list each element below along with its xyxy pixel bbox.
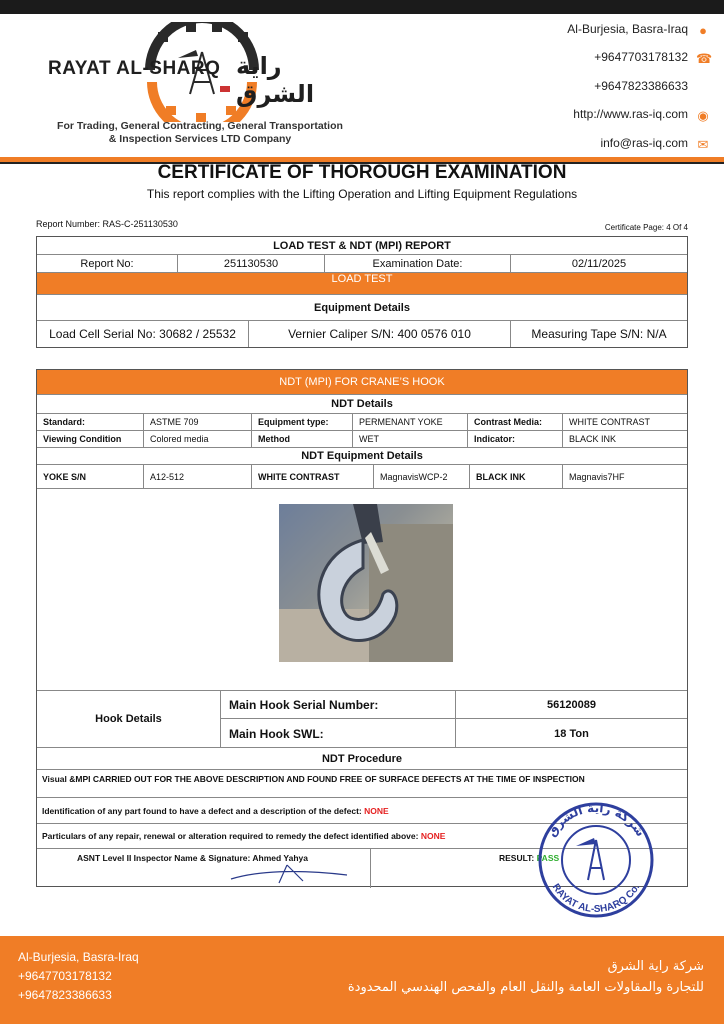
equipment-row <box>37 321 687 347</box>
contact-phone1[interactable] <box>450 50 713 66</box>
brand-name-ar: راية الشرق <box>236 52 315 108</box>
footer-phone2[interactable]: +9647823386633 <box>18 988 112 1002</box>
phone1-text[interactable]: +9647703178132 <box>594 50 688 64</box>
phone2-text[interactable]: +9647823386633 <box>594 79 688 93</box>
certificate-title: CERTIFICATE OF THOROUGH EXAMINATION <box>157 162 567 183</box>
exam-date-label: Examination Date: <box>325 255 511 272</box>
exam-date-value: 02/11/2025 <box>571 257 627 270</box>
repair-text: Particulars of any repair, renewal or alteration required to remedy the defect identified above: <box>42 831 419 841</box>
equipment-type-value: PERMENANT YOKE <box>353 414 468 430</box>
company-tagline <box>40 120 360 146</box>
globe-icon: ◉ <box>697 108 709 123</box>
yoke-label: YOKE S/N <box>37 465 144 488</box>
indicator-label: Indicator: <box>468 431 563 447</box>
result-label: RESULT: <box>499 853 535 863</box>
stamp-text-bottom: RAYAT AL-SHARQ Co. <box>549 882 643 916</box>
footer-arabic <box>348 956 704 998</box>
swl-row <box>221 719 687 748</box>
certificate-subtitle: This report complies with the Lifting Operation and Lifting Equipment Regulations <box>146 187 578 201</box>
footer-phone1[interactable]: +9647703178132 <box>18 969 112 983</box>
email-link[interactable]: info@ras-iq.com <box>600 136 688 150</box>
report-number: Report Number: RAS-C-251130530 <box>36 219 178 229</box>
inspector-label: ASNT Level II Inspector Name & Signature: Ahmed Yahya <box>37 849 371 888</box>
crane-hook-image <box>279 504 453 662</box>
black-ink-value: Magnavis7HF <box>569 471 625 482</box>
footer-contact <box>18 948 139 1005</box>
website-link[interactable]: http://www.ras-iq.com <box>573 107 688 121</box>
indicator-value: BLACK INK <box>569 434 617 444</box>
hook-details-label: Hook Details <box>37 691 221 747</box>
ndt-details-row2 <box>37 431 687 448</box>
load-test-section <box>37 273 687 295</box>
company-stamp <box>532 800 660 920</box>
load-cell-serial: Load Cell Serial No: 30682 / 25532 <box>37 321 249 347</box>
footer <box>0 936 724 1024</box>
black-ink-label: BLACK INK <box>470 465 563 488</box>
method-value: WET <box>353 431 468 447</box>
contact-email[interactable] <box>450 136 710 152</box>
footer-ar-line1: شركة راية الشرق <box>607 959 704 974</box>
equipment-heading-row <box>37 295 687 321</box>
equipment-type-label: Equipment type: <box>252 414 353 430</box>
company-logo <box>40 22 360 145</box>
contrast-label: Contrast Media: <box>468 414 563 430</box>
serial-value: 56120089 <box>547 698 596 711</box>
swl-label: Main Hook SWL: <box>221 719 456 748</box>
crane-hook-photo <box>279 504 453 662</box>
method-label: Method <box>252 431 353 447</box>
certificate-page: Certificate Page: 4 Of 4 <box>604 223 688 232</box>
procedure-row <box>37 770 687 798</box>
brand-name-en: RAYAT AL-SHARQ <box>48 58 221 79</box>
repair-value: NONE <box>420 831 446 841</box>
white-contrast-value: MagnavisWCP-2 <box>374 465 470 488</box>
tape-serial: Measuring Tape S/N: N/A <box>531 327 667 341</box>
procedure-text: Visual &MPI CARRIED OUT FOR THE ABOVE DESCRIPTION AND FOUND FREE OF SURFACE DEFECTS AT THE TIME OF INSPECTION <box>42 774 585 784</box>
result-value: PASS <box>536 853 560 863</box>
defect-value: NONE <box>364 805 389 816</box>
contact-address <box>450 22 710 38</box>
inspector-signature <box>227 863 367 885</box>
contact-phone2[interactable] <box>450 79 710 95</box>
ndt-section <box>37 370 687 395</box>
location-icon: ● <box>699 23 707 38</box>
phone-icon: ☎ <box>696 51 713 66</box>
stamp-text-top: شركة راية الشرق <box>544 800 648 840</box>
swl-value: 18 Ton <box>554 727 589 740</box>
report-no-value: 251130530 <box>178 255 325 272</box>
procedure-heading-row <box>37 748 687 770</box>
hook-details-row <box>37 691 687 748</box>
viewing-value: Colored media <box>144 431 252 447</box>
email-icon: ✉ <box>697 137 709 152</box>
contact-website[interactable] <box>450 107 710 123</box>
ndt-details-row1 <box>37 414 687 431</box>
standard-label: Standard: <box>37 414 144 430</box>
tagline-line2: & Inspection Services LTD Company <box>108 133 292 145</box>
contrast-value: WHITE CONTRAST <box>569 417 650 427</box>
white-contrast-label: WHITE CONTRAST <box>252 465 374 488</box>
ndt-equipment-heading: NDT Equipment Details <box>301 450 423 462</box>
ndt-section-label: NDT (MPI) FOR CRANE’S HOOK <box>279 376 445 388</box>
standard-value: ASTME 709 <box>144 414 252 430</box>
ndt-equipment-heading-row <box>37 448 687 465</box>
report-info-row <box>37 255 687 273</box>
equipment-heading: Equipment Details <box>314 301 410 314</box>
address-text: Al-Burjesia, Basra-Iraq <box>567 22 688 36</box>
load-test-heading: LOAD TEST & NDT (MPI) REPORT <box>273 239 451 252</box>
load-test-table <box>36 236 688 348</box>
ndt-details-heading: NDT Details <box>331 398 393 410</box>
vernier-serial: Vernier Caliper S/N: 400 0576 010 <box>249 321 511 347</box>
tagline-line1: For Trading, General Contracting, General Transportation <box>57 120 343 132</box>
top-bar <box>0 0 724 14</box>
ndt-details-heading-row <box>37 395 687 414</box>
ndt-equipment-row <box>37 465 687 489</box>
viewing-label: Viewing Condition <box>37 431 144 447</box>
yoke-value: A12-512 <box>144 465 252 488</box>
footer-ar-line2: للتجارة والمقاولات العامة والنقل العام والفحص الهندسي المحدودة <box>347 980 704 995</box>
report-no-label: Report No: <box>37 255 178 272</box>
hook-photo-row <box>37 489 687 691</box>
defect-text: Identification of any part found to have a defect and a description of the defect: <box>42 805 362 816</box>
serial-row <box>221 691 687 719</box>
procedure-heading: NDT Procedure <box>321 752 403 765</box>
load-test-section-label: LOAD TEST <box>331 273 393 285</box>
load-test-heading-row <box>37 237 687 255</box>
footer-address: Al-Burjesia, Basra-Iraq <box>18 950 139 964</box>
serial-label: Main Hook Serial Number: <box>221 691 456 718</box>
